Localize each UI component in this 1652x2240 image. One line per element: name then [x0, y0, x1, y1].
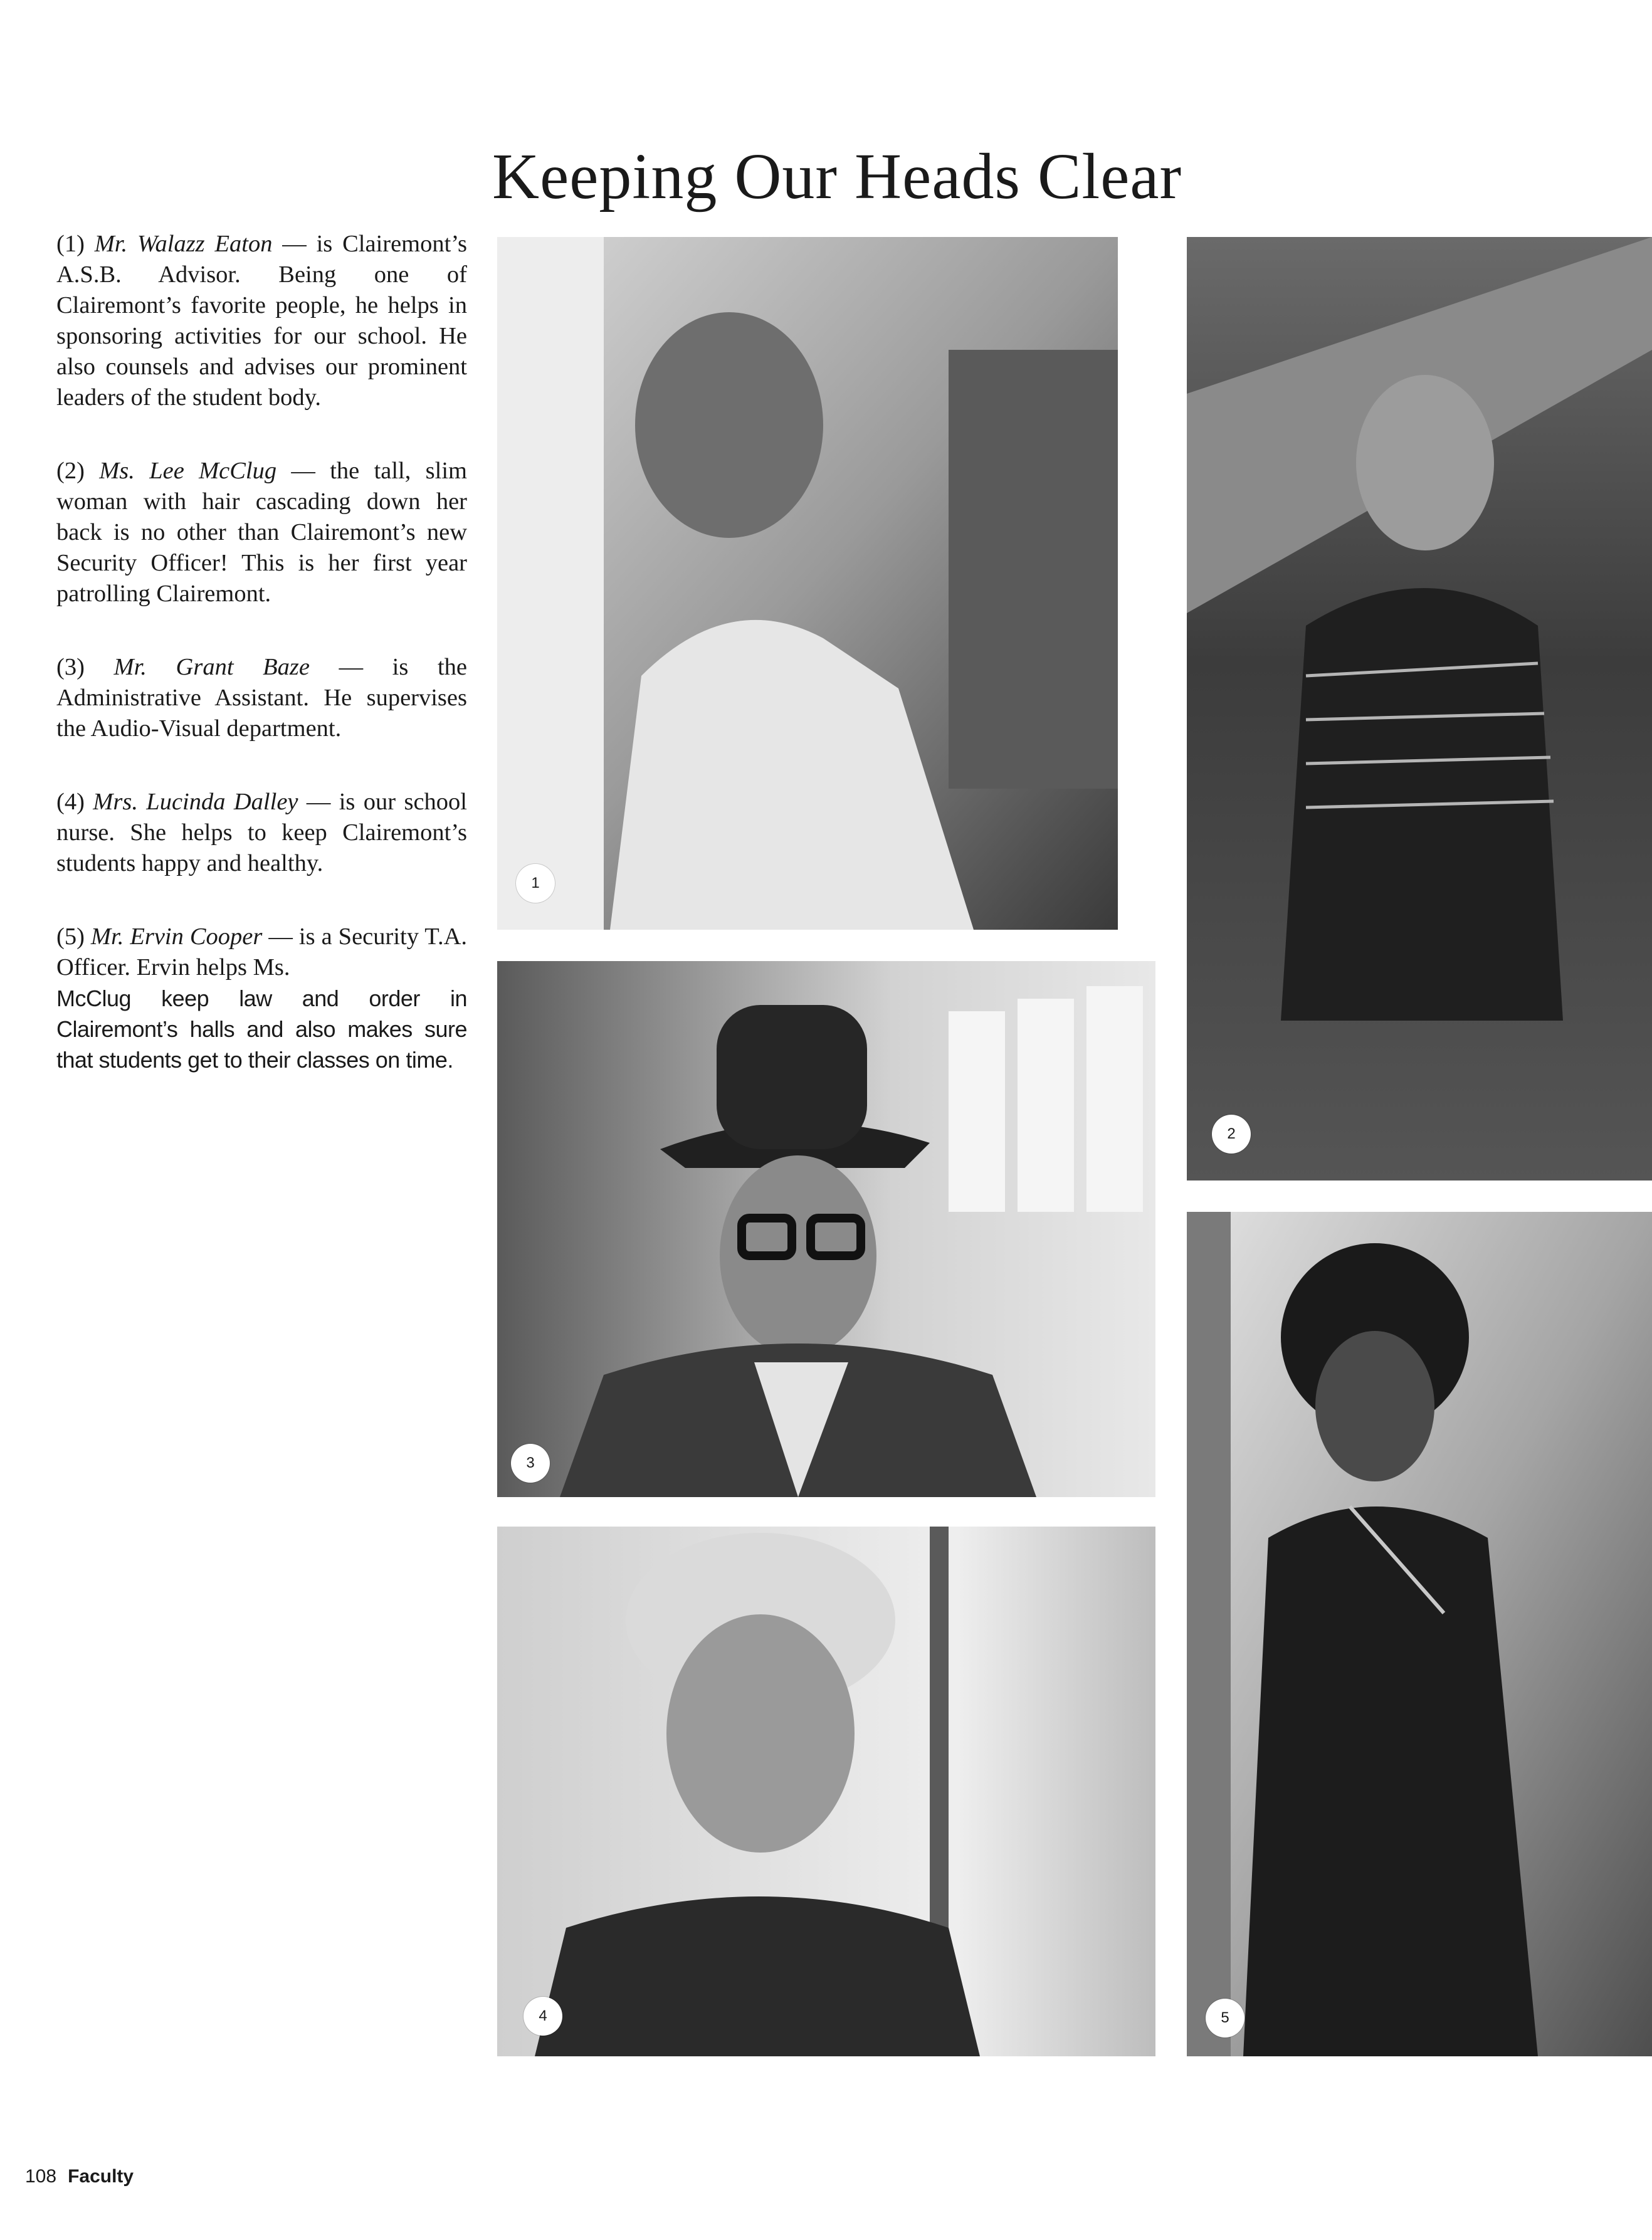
caption-5: [56, 922, 467, 983]
caption-2: [56, 456, 467, 609]
page-title: Keeping Our Heads Clear: [492, 140, 1182, 213]
section-name: Faculty: [68, 2166, 134, 2187]
photo-4: [497, 1527, 1155, 2056]
caption-text: — is our school nurse. She helps to keep Clairemont’s students happy and healthy.: [56, 789, 467, 876]
caption-text: — is a Security T.A. Officer. Ervin helps Ms.: [56, 923, 468, 981]
caption-5-continued: McClug keep law and order in Clairemont’s halls and also makes sure that students get to their classes on time.: [56, 986, 467, 1073]
caption-text: — is the Administrative Assistant. He supervises the Audio-Visual department.: [56, 654, 468, 742]
photo-1: [497, 237, 1118, 930]
photo-number-badge: 4: [523, 1997, 562, 2036]
caption-number: (3): [56, 654, 85, 680]
caption-person-name: Mr. Walazz Eaton: [94, 231, 273, 257]
photo-number-badge: 2: [1212, 1115, 1251, 1154]
caption-number: (5): [56, 923, 85, 950]
photo-2: [1187, 237, 1652, 1180]
photo-3: [497, 961, 1155, 1497]
photo-icon: [497, 237, 1118, 930]
caption-text: — is Clairemont’s A.S.B. Advisor. Being one of Clairemont’s favorite people, he helps in sponsoring activities for our school. He also counsels and advises our prominent leaders of the student body.: [56, 231, 468, 411]
photo-icon: [497, 1527, 1155, 2056]
caption-person-name: Mr. Grant Baze: [113, 654, 310, 680]
photo-number-badge: 5: [1206, 1999, 1244, 2038]
caption-number: (2): [56, 458, 85, 484]
photo-icon: [1187, 1212, 1652, 2056]
caption-person-name: Mrs. Lucinda Dalley: [93, 789, 298, 815]
photo-number-badge: 3: [511, 1444, 550, 1483]
caption-4: [56, 787, 467, 879]
caption-number: (1): [56, 231, 85, 257]
photo-icon: [497, 961, 1155, 1497]
photo-number-badge: 1: [516, 864, 555, 903]
caption-text: — the tall, slim woman with hair cascading down her back is no other than Clairemont’s new Security Officer! This is her first year patrolling Clairemont.: [56, 458, 467, 607]
caption-number: (4): [56, 789, 85, 815]
caption-3: [56, 652, 467, 744]
caption-1: [56, 229, 467, 413]
photo-icon: [1187, 237, 1652, 1180]
caption-person-name: Ms. Lee McClug: [99, 458, 277, 484]
page-footer: [25, 2166, 134, 2187]
caption-person-name: Mr. Ervin Cooper: [90, 923, 263, 950]
caption-column: [56, 229, 467, 1118]
photo-5: [1187, 1212, 1652, 2056]
page-number: 108: [25, 2166, 57, 2187]
